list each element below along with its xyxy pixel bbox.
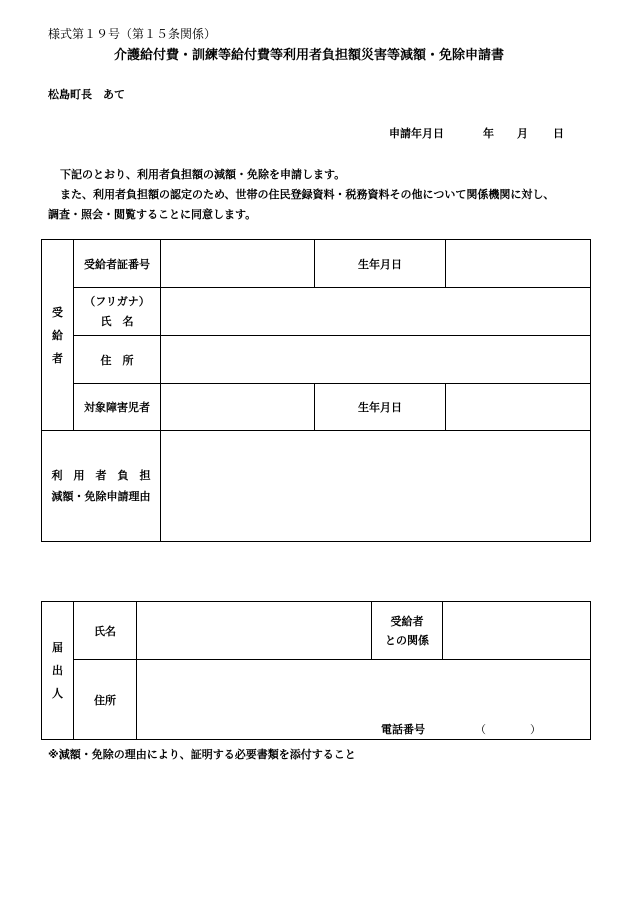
name-label: 氏 名 xyxy=(100,314,134,328)
applicant-address-field[interactable] xyxy=(137,660,591,740)
reason-label-line1: 利 用 者 負 担 xyxy=(51,469,151,482)
relation-label-line2: との関係 xyxy=(385,633,429,647)
target-child-label: 対象障害児者 xyxy=(74,384,161,431)
applicant-table xyxy=(41,601,591,740)
form-number: 様式第１９号（第１５条関係） xyxy=(48,27,217,41)
recipient-section-label: 受給者 xyxy=(42,240,74,431)
target-child-field[interactable] xyxy=(161,384,315,431)
phone-label: 電話番号 xyxy=(381,723,425,736)
dob-field[interactable] xyxy=(446,240,591,288)
addressee: 松島町長 あて xyxy=(48,88,125,101)
relation-label-cell xyxy=(372,602,443,660)
attachment-note: ※減額・免除の理由により、証明する必要書類を添付すること xyxy=(48,748,356,761)
furigana-label: （フリガナ） xyxy=(84,294,150,308)
reason-field[interactable] xyxy=(161,431,591,542)
reason-label-cell xyxy=(42,431,161,542)
relation-label-line1: 受給者 xyxy=(390,614,424,628)
date-year-label: 年 xyxy=(483,127,494,140)
dob-label: 生年月日 xyxy=(315,240,446,288)
date-label: 申請年月日 xyxy=(389,127,444,140)
body-line-1: 下記のとおり、利用者負担額の減額・免除を申請します。 xyxy=(60,168,346,181)
relation-field[interactable] xyxy=(443,602,591,660)
name-label-cell xyxy=(74,288,161,336)
recipient-table xyxy=(41,239,591,542)
address-field[interactable] xyxy=(161,336,591,384)
cert-number-label: 受給者証番号 xyxy=(74,240,161,288)
body-line-3: 調査・照会・閲覧することに同意します。 xyxy=(48,208,257,221)
reason-label-line2: 減額・免除申請理由 xyxy=(51,490,151,503)
date-day-label: 日 xyxy=(553,127,564,140)
dob-field-2[interactable] xyxy=(446,384,591,431)
dob-label-2: 生年月日 xyxy=(315,384,446,431)
date-month-label: 月 xyxy=(517,127,528,140)
address-label: 住 所 xyxy=(74,336,161,384)
name-field[interactable] xyxy=(161,288,591,336)
applicant-address-label: 住所 xyxy=(74,660,137,740)
phone-field[interactable]: （ ） xyxy=(475,723,541,736)
page-title: 介護給付費・訓練等給付費等利用者負担額災害等減額・免除申請書 xyxy=(114,48,505,63)
applicant-section-label: 届出人 xyxy=(42,602,74,740)
body-line-2: また、利用者負担額の認定のため、世帯の住民登録資料・税務資料その他について関係機関に対し、 xyxy=(60,188,555,201)
cert-number-field[interactable] xyxy=(161,240,315,288)
applicant-name-label: 氏名 xyxy=(74,602,137,660)
applicant-name-field[interactable] xyxy=(137,602,372,660)
